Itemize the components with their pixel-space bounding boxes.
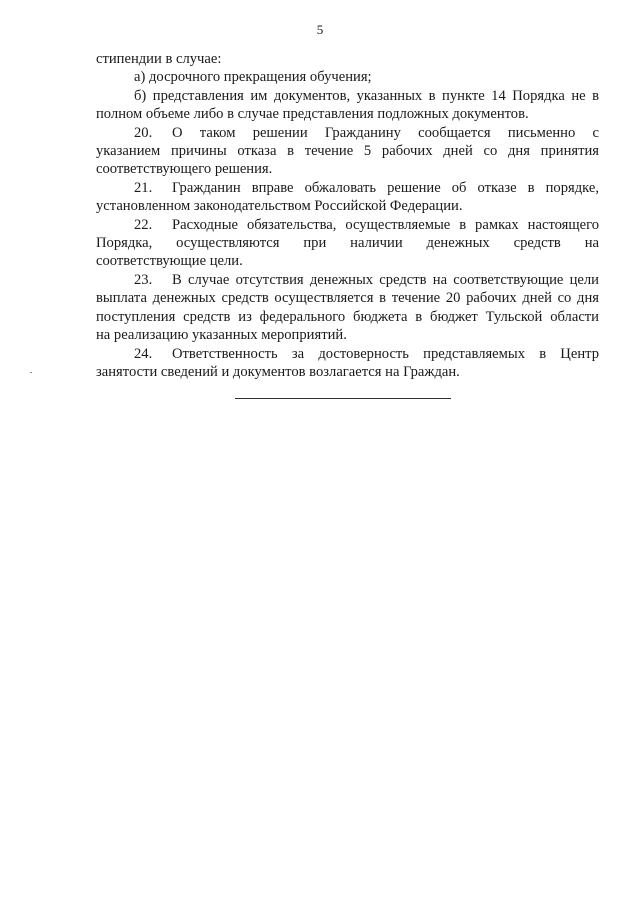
- item-22: [96, 216, 599, 234]
- text-line: поступления средств из федерального бюджета в бюджет Тульской области: [96, 308, 599, 325]
- text-line: выплата денежных средств осуществляется в течение 20 рабочих дней со дня: [96, 290, 599, 307]
- item-number: 22.: [134, 216, 153, 233]
- text-line: б) представления им документов, указанных в пункте 14 Порядка не в: [134, 87, 599, 104]
- item-21: [96, 179, 599, 197]
- item-20: [96, 124, 599, 142]
- page-number: 5: [316, 22, 324, 37]
- text-line: на реализацию указанных мероприятий.: [96, 327, 347, 344]
- item-number: 23.: [134, 271, 153, 288]
- item-23: [96, 271, 599, 289]
- item-24: [96, 345, 599, 363]
- text-line: Порядка, осуществляются при наличии денежных средств на: [96, 235, 599, 252]
- scan-speck: [30, 372, 32, 373]
- item-number: 20.: [134, 124, 153, 141]
- text-line: В случае отсутствия денежных средств на соответствующие цели: [172, 271, 599, 288]
- text-line: полном объеме либо в случае представления подложных документов.: [96, 106, 529, 123]
- text-line: соответствующие цели.: [96, 253, 243, 270]
- item-number: 24.: [134, 345, 153, 362]
- text-line: стипендии в случае:: [96, 51, 222, 67]
- document-body: [96, 50, 599, 381]
- text-line: О таком решении Гражданину сообщается письменно с: [172, 124, 599, 141]
- text-line: Расходные обязательства, осуществляемые в рамках настоящего: [172, 216, 599, 233]
- text-line: Ответственность за достоверность представляемых в Центр: [172, 345, 599, 362]
- text-line: соответствующего решения.: [96, 161, 273, 178]
- text-line: установленном законодательством Российской Федерации.: [96, 198, 463, 215]
- text-line: указанием причины отказа в течение 5 рабочих дней со дня принятия: [96, 143, 599, 160]
- text-line: а) досрочного прекращения обучения;: [134, 69, 372, 86]
- item-number: 21.: [134, 179, 153, 196]
- closing-rule: [235, 398, 451, 399]
- text-line: занятости сведений и документов возлагается на Граждан.: [96, 363, 460, 380]
- text-line: Гражданин вправе обжаловать решение об отказе в порядке,: [172, 179, 599, 196]
